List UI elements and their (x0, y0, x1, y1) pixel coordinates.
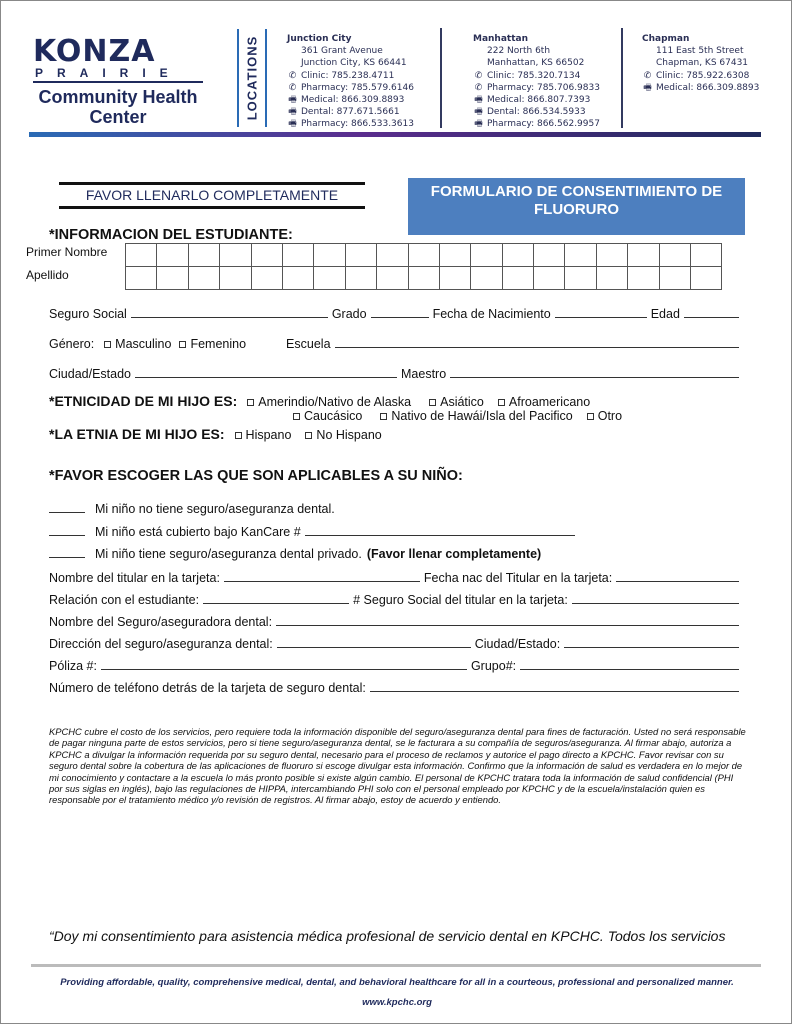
location-name: Junction City (287, 34, 352, 44)
ethnicity-option: Caucásico (304, 409, 363, 423)
phone-icon: ✆ (474, 82, 483, 93)
first-name-letter-box[interactable] (660, 244, 691, 267)
student-heading: *INFORMACION DEL ESTUDIANTE: (49, 227, 293, 243)
location-phone (473, 106, 600, 118)
location-name: Manhattan (473, 34, 529, 44)
ssn-label: Seguro Social (49, 307, 127, 321)
logo-prairie: PRAIRIE (33, 67, 203, 83)
holder-name-label: Nombre del titular en la tarjeta: (49, 571, 220, 585)
dob-field[interactable] (555, 308, 647, 318)
group-field[interactable] (520, 660, 739, 670)
location-phone (287, 70, 414, 82)
location-phone (642, 82, 759, 94)
location-name: Chapman (642, 34, 690, 44)
location-city: Junction City, KS 66441 (301, 58, 407, 69)
kancare-label: Mi niño está cubierto bajo KanCare # (95, 525, 301, 539)
row-ethnicity-2 (283, 409, 683, 423)
ethnicity-checkbox[interactable] (380, 413, 387, 420)
fax-icon: 🖷 (474, 107, 483, 118)
gender-label: Género: (49, 337, 95, 351)
last-name-letter-box[interactable] (314, 267, 345, 290)
last-name-letter-box[interactable] (440, 267, 471, 290)
row-ssn (49, 307, 743, 321)
row-no-insurance (49, 502, 743, 516)
ethnicity-checkbox[interactable] (429, 399, 436, 406)
policy-field[interactable] (101, 660, 467, 670)
phone-text: Medical: 866.309.8893 (301, 95, 405, 106)
first-name-letter-box[interactable] (597, 244, 628, 267)
first-name-letter-box[interactable] (628, 244, 659, 267)
location-phone (473, 94, 600, 106)
row-city (49, 367, 743, 381)
location-phone (642, 70, 759, 82)
first-name-letter-box[interactable] (252, 244, 283, 267)
school-field[interactable] (335, 338, 739, 348)
holder-ssn-field[interactable] (572, 594, 739, 604)
last-name-letter-box[interactable] (471, 267, 502, 290)
dob-label: Fecha de Nacimiento (432, 307, 551, 321)
insurer-name-field[interactable] (276, 616, 739, 626)
first-name-letter-box[interactable] (220, 244, 251, 267)
row-holder (49, 571, 743, 585)
apply-heading: *FAVOR ESCOGER LAS QUE SON APLICABLES A SU NIÑO: (49, 468, 463, 484)
phone-text: Pharmacy: 866.562.9957 (487, 119, 600, 130)
location-address: 361 Grant Avenue (301, 46, 383, 57)
first-name-letter-box[interactable] (534, 244, 565, 267)
kancare-number-field[interactable] (305, 526, 575, 536)
location-phone (473, 70, 600, 82)
location-phone (287, 82, 414, 94)
phone-icon: ✆ (288, 70, 297, 81)
grade-field[interactable] (371, 308, 429, 318)
first-name-letter-box[interactable] (377, 244, 408, 267)
first-name-letter-box[interactable] (565, 244, 596, 267)
phone-back-field[interactable] (370, 682, 739, 692)
last-name-letter-box[interactable] (126, 267, 157, 290)
consent-text: “Doy mi consentimiento para asistencia médica profesional de servicio dental en KPCHC. Todos los servicios (49, 928, 726, 944)
insurer-address-label: Dirección del seguro/aseguranza dental: (49, 637, 273, 651)
location-phone (287, 118, 414, 130)
ethnicity-heading: *ETNICIDAD DE MI HIJO ES: (49, 393, 238, 409)
phone-text: Clinic: 785.922.6308 (656, 70, 750, 81)
name-letter-grid[interactable] (125, 243, 722, 290)
divider (440, 28, 442, 128)
location-address: 111 East 5th Street (656, 46, 744, 57)
footer-divider (31, 964, 761, 967)
first-name-letter-box[interactable] (409, 244, 440, 267)
non-hispanic-checkbox[interactable] (305, 432, 312, 439)
ethnia-heading: *LA ETNIA DE MI HIJO ES: (49, 426, 225, 442)
phone-text: Clinic: 785.320.7134 (487, 70, 581, 81)
row-insurer-address (49, 637, 743, 651)
no-insurance-check-field[interactable] (49, 503, 85, 513)
last-name-letter-box[interactable] (157, 267, 188, 290)
fax-icon: 🖷 (288, 95, 297, 106)
first-name-letter-box[interactable] (314, 244, 345, 267)
phone-text: Dental: 877.671.5661 (301, 107, 400, 118)
last-name-letter-box[interactable] (252, 267, 283, 290)
ethnicity-option: Otro (597, 409, 623, 423)
holder-ssn-label: # Seguro Social del titular en la tarjeta: (353, 593, 568, 607)
phone-text: Dental: 866.534.5933 (487, 107, 586, 118)
age-field[interactable] (684, 308, 739, 318)
insurer-city-label: Ciudad/Estado: (474, 637, 561, 651)
city-label: Ciudad/Estado (49, 367, 132, 381)
phone-text: Clinic: 785.238.4711 (301, 70, 395, 81)
first-name-letter-box[interactable] (691, 244, 722, 267)
phone-text: Medical: 866.309.8893 (656, 82, 760, 93)
last-name-letter-box[interactable] (660, 267, 691, 290)
relation-field[interactable] (203, 594, 349, 604)
logo-konza: KONZA (33, 34, 156, 69)
teacher-label: Maestro (401, 367, 447, 381)
fax-icon: 🖷 (288, 119, 297, 130)
ethnicity-option: Asiático (440, 395, 484, 409)
row-policy (49, 659, 743, 673)
holder-name-field[interactable] (224, 572, 420, 582)
holder-dob-label: Fecha nac del Titular en la tarjeta: (423, 571, 613, 585)
hispanic-label: Hispano (245, 428, 292, 442)
private-label: Mi niño tiene seguro/aseguranza dental privado. (95, 547, 362, 561)
insurer-address-field[interactable] (277, 638, 471, 648)
insurer-name-label: Nombre del Seguro/aseguradora dental: (49, 615, 273, 629)
first-name-letter-box[interactable] (283, 244, 314, 267)
fax-icon: 🖷 (474, 95, 483, 106)
ethnicity-checkbox[interactable] (293, 413, 300, 420)
row-phone (49, 681, 743, 695)
first-name-letter-box[interactable] (126, 244, 157, 267)
first-name-letter-box[interactable] (471, 244, 502, 267)
first-name-letter-box[interactable] (346, 244, 377, 267)
ssn-field[interactable] (131, 308, 328, 318)
ethnicity-option: Nativo de Hawái/Isla del Pacifico (391, 409, 573, 423)
male-label: Masculino (115, 337, 172, 351)
last-name-letter-box[interactable] (534, 267, 565, 290)
school-label: Escuela (286, 337, 331, 351)
row-relation (49, 593, 743, 607)
private-note: (Favor llenar completamente) (366, 547, 542, 561)
female-checkbox[interactable] (179, 341, 186, 348)
ethnicity-option: Amerindio/Nativo de Alaska (258, 395, 412, 409)
non-hispanic-label: No Hispano (316, 428, 382, 442)
location-manhattan (473, 33, 600, 131)
last-name-letter-box[interactable] (346, 267, 377, 290)
kpchc-logo (33, 34, 203, 127)
footer-url[interactable]: www.kpchc.org (362, 997, 432, 1008)
row-ethnicity-1 (49, 393, 743, 409)
row-gender (49, 337, 743, 351)
relation-label: Relación con el estudiante: (49, 593, 200, 607)
fax-icon: 🖷 (643, 82, 652, 93)
holder-dob-field[interactable] (616, 572, 739, 582)
fax-icon: 🖷 (288, 107, 297, 118)
location-address: 222 North 6th (487, 46, 551, 57)
ethnicity-checkbox[interactable] (498, 399, 505, 406)
divider (621, 28, 623, 128)
row-kancare (49, 525, 743, 539)
logo-chc: Community Health Center (38, 87, 198, 127)
row-ethnia (49, 426, 743, 442)
phone-icon: ✆ (288, 82, 297, 93)
last-name-letter-box[interactable] (628, 267, 659, 290)
first-name-letter-box[interactable] (440, 244, 471, 267)
phone-icon: ✆ (643, 70, 652, 81)
age-label: Edad (650, 307, 680, 321)
phone-text: Pharmacy: 785.579.6146 (301, 82, 414, 93)
last-name-letter-box[interactable] (220, 267, 251, 290)
locations-label: LOCATIONS (237, 29, 267, 127)
last-name-letter-box[interactable] (565, 267, 596, 290)
last-name-letter-box[interactable] (377, 267, 408, 290)
row-private (49, 547, 743, 561)
last-name-letter-box[interactable] (189, 267, 220, 290)
grade-label: Grado (331, 307, 367, 321)
location-phone (287, 94, 414, 106)
first-name-letter-box[interactable] (189, 244, 220, 267)
last-name-letter-box[interactable] (503, 267, 534, 290)
group-label: Grupo#: (470, 659, 517, 673)
location-phone (287, 106, 414, 118)
fax-icon: 🖷 (474, 119, 483, 130)
phone-text: Pharmacy: 866.533.3613 (301, 119, 414, 130)
last-name-letter-box[interactable] (409, 267, 440, 290)
location-phone (473, 82, 600, 94)
phone-icon: ✆ (474, 70, 483, 81)
location-chapman (642, 33, 759, 94)
ethnicity-checkbox[interactable] (247, 399, 254, 406)
city-field[interactable] (135, 368, 397, 378)
footer-tagline: Providing affordable, quality, comprehensive medical, dental, and behavioral healthcare for all in a courteous, professional and personalized manner. (60, 977, 734, 988)
first-name-label: Primer Nombre (26, 245, 108, 259)
location-junction-city (287, 33, 414, 131)
header-gradient-bar (29, 132, 761, 137)
fill-notice: FAVOR LLENARLO COMPLETAMENTE (59, 182, 365, 209)
phone-text: Medical: 866.807.7393 (487, 95, 591, 106)
form-title: FORMULARIO DE CONSENTIMIENTO DE FLUORURO (408, 178, 745, 235)
last-name-letter-box[interactable] (283, 267, 314, 290)
last-name-label: Apellido (26, 268, 69, 282)
last-name-letter-box[interactable] (691, 267, 722, 290)
insurer-city-field[interactable] (564, 638, 739, 648)
female-label: Femenino (190, 337, 247, 351)
row-insurer (49, 615, 743, 629)
legal-text: KPCHC cubre el costo de los servicios, pero requiere toda la información disponible del seguro/aseguranza dental para fines de facturación. Usted no será responsable de pagar ninguna parte de estos servicios, pero si tiene seguro/aseguranza dental, se le facturara a su compañía de seguros/aseguranza. Al firmar abajo, autoriza a KPCHC a divulgar la información requerida por su seguro dental, necesario para el proceso de reclamos y autorice el pago directo a KPCHC. Favor revisar con su seguro dental sobre la cobertura de las aplicaciones de fluoruro si escoge divulgar esta información. Confirmo que la información de salud es verdadera en lo mejor de mi conocimiento y contactare a la escuela lo más pronto posible si existe algún cambio. El personal de KPCHC tratara toda la información de salud confidencial (PHI por sus siglas en inglés), bajo las regulaciones de HIPPA, intercambiando PHI solo con el personal empleado por KPCHC y de la escuela/instalación quien es responsable por el tratamiento médico y/o revisión de registros. Al firmar abajo, estoy de acuerdo y entiendo. (49, 726, 746, 806)
ethnicity-option: Afroamericano (508, 395, 591, 409)
last-name-letter-box[interactable] (597, 267, 628, 290)
teacher-field[interactable] (450, 368, 739, 378)
policy-label: Póliza #: (49, 659, 97, 673)
location-city: Chapman, KS 67431 (656, 58, 749, 69)
first-name-letter-box[interactable] (503, 244, 534, 267)
phone-back-label: Número de teléfono detrás de la tarjeta de seguro dental: (49, 681, 366, 695)
first-name-letter-box[interactable] (157, 244, 188, 267)
kancare-check-field[interactable] (49, 526, 85, 536)
private-check-field[interactable] (49, 548, 85, 558)
phone-text: Pharmacy: 785.706.9833 (487, 82, 600, 93)
no-insurance-label: Mi niño no tiene seguro/aseguranza dental. (95, 502, 335, 516)
male-checkbox[interactable] (104, 341, 111, 348)
location-phone (473, 118, 600, 130)
ethnicity-checkbox[interactable] (587, 413, 594, 420)
hispanic-checkbox[interactable] (235, 432, 242, 439)
location-city: Manhattan, KS 66502 (487, 58, 585, 69)
